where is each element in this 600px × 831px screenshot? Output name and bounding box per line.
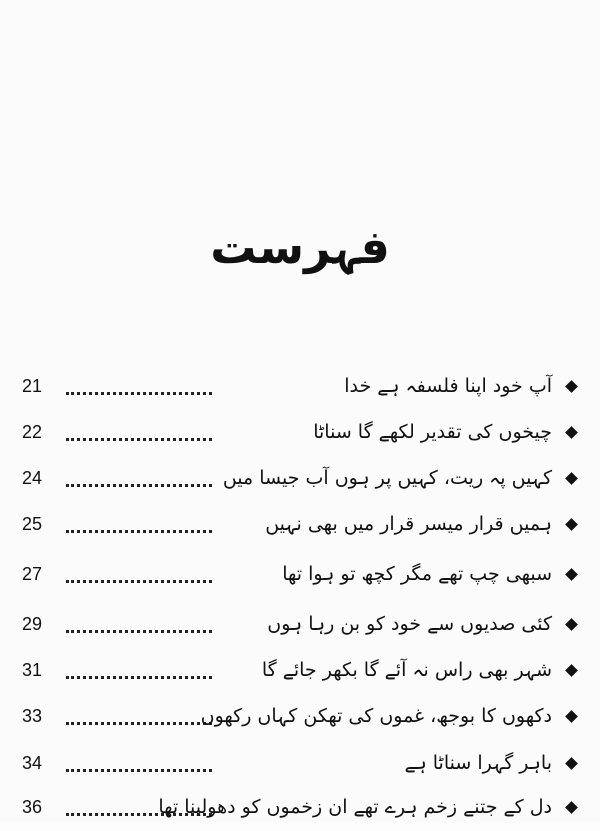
page-number: 29 xyxy=(22,614,43,634)
page-number: 31 xyxy=(22,660,43,680)
page-title: فہرست xyxy=(210,220,390,274)
page-number: 25 xyxy=(22,514,43,534)
toc-row xyxy=(0,508,600,548)
toc-row xyxy=(0,700,600,740)
dot-leader xyxy=(66,618,212,633)
dot-leader xyxy=(66,664,212,679)
page-number: 24 xyxy=(22,468,43,488)
toc-row xyxy=(0,416,600,456)
diamond-bullet-icon xyxy=(565,472,578,485)
toc-entry-title: دل کے جتنے زخم ہرے تھے ان زخموں کو دھولینا تھا xyxy=(158,796,552,818)
page-number: 21 xyxy=(22,376,43,396)
toc-row xyxy=(0,654,600,694)
toc-row xyxy=(0,462,600,502)
toc-row xyxy=(0,747,600,787)
toc-entry-title: آپ خود اپنا فلسفہ ہے خدا xyxy=(344,375,552,397)
dot-leader xyxy=(66,568,212,583)
page-number: 34 xyxy=(22,753,43,773)
toc-row xyxy=(0,558,600,598)
diamond-bullet-icon xyxy=(565,710,578,723)
toc-entry-title: ہمیں قرار میسر قرار میں بھی نہیں xyxy=(265,513,552,535)
page-number: 33 xyxy=(22,706,43,726)
diamond-bullet-icon xyxy=(565,426,578,439)
dot-leader xyxy=(66,426,212,441)
toc-row xyxy=(0,370,600,410)
dot-leader xyxy=(66,518,212,533)
diamond-bullet-icon xyxy=(565,518,578,531)
dot-leader xyxy=(66,757,212,772)
toc-entry-title: دکھوں کا بوجھ، غموں کی تھکن کہاں رکھوں xyxy=(200,705,552,727)
toc-entry-title: سبھی چپ تھے مگر کچھ تو ہوا تھا xyxy=(282,563,552,585)
page-number: 22 xyxy=(22,422,43,442)
diamond-bullet-icon xyxy=(565,618,578,631)
toc-row xyxy=(0,608,600,648)
diamond-bullet-icon xyxy=(565,380,578,393)
diamond-bullet-icon xyxy=(565,664,578,677)
page-number: 36 xyxy=(22,797,43,817)
dot-leader xyxy=(66,380,212,395)
diamond-bullet-icon xyxy=(565,801,578,814)
toc-entry-title: شہر بھی راس نہ آئے گا بکھر جائے گا xyxy=(261,659,552,681)
dot-leader xyxy=(66,472,212,487)
dot-leader xyxy=(66,710,212,725)
diamond-bullet-icon xyxy=(565,757,578,770)
toc-entry-title: باہر گہرا سناٹا ہے xyxy=(404,752,552,774)
page-number: 27 xyxy=(22,564,43,584)
toc-entry-title: کئی صدیوں سے خود کو بن رہا ہوں xyxy=(267,613,552,635)
toc-entry-title: چیخوں کی تقدیر لکھے گا سناٹا xyxy=(313,421,552,443)
toc-row xyxy=(0,791,600,831)
diamond-bullet-icon xyxy=(565,568,578,581)
toc-entry-title: کہیں پہ ریت، کہیں پر ہوں آب جیسا میں xyxy=(222,467,552,489)
